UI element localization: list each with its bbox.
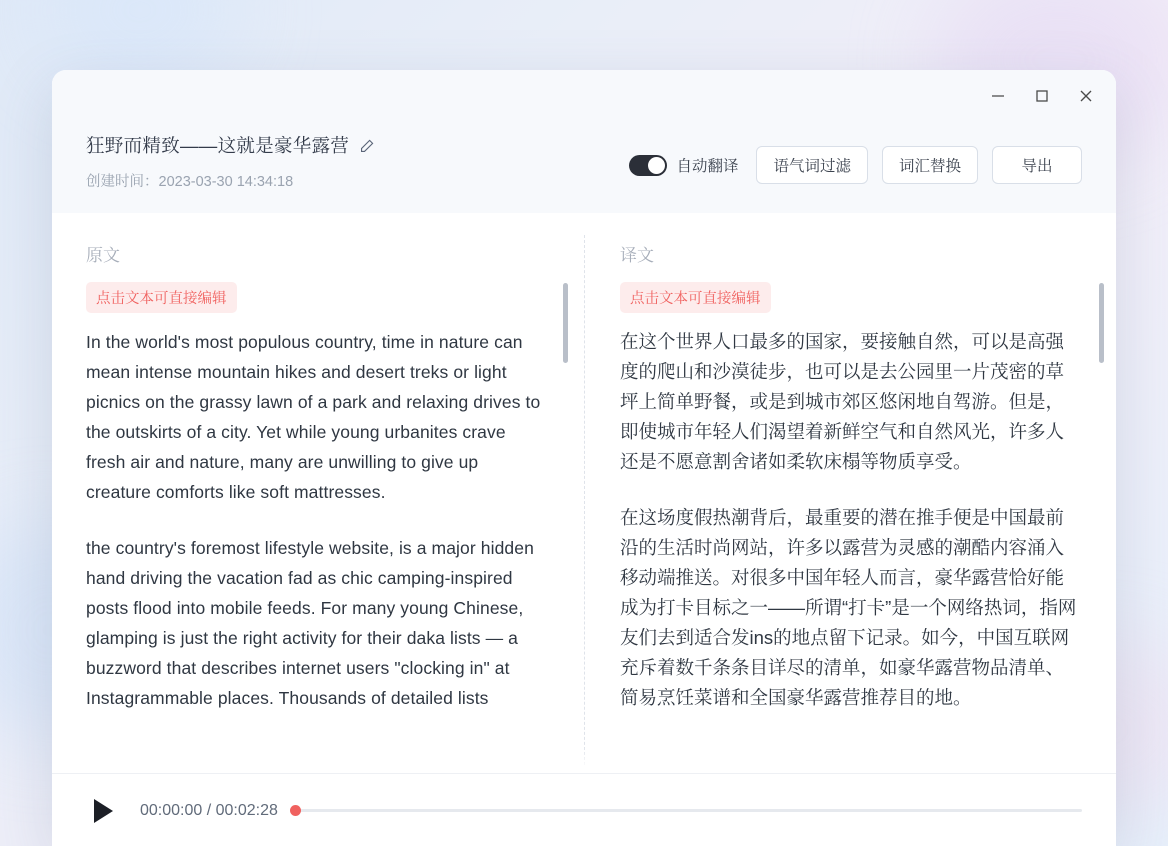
audio-player — [52, 773, 1116, 846]
close-icon[interactable] — [1064, 78, 1108, 114]
export-button[interactable]: 导出 — [992, 146, 1082, 184]
auto-translate-toggle[interactable] — [629, 155, 667, 176]
target-edit-hint: 点击文本可直接编辑 — [620, 282, 771, 313]
title-bar — [52, 70, 1116, 122]
target-paragraph[interactable]: 在这个世界人口最多的国家，要接触自然，可以是高强度的爬山和沙漠徒步，也可以是去公园里一片茂密的草坪上简单野餐，或是到城市郊区悠闲地自驾游。但是，即使城市年轻人们渴望着新鲜空气和自然风光，许多人还是不愿意割舍诸如柔软床榻等物质享受。 — [620, 331, 1065, 472]
target-paragraph[interactable]: 在这场度假热潮背后，最重要的潜在推手便是中国最前沿的生活时尚网站，许多以露营为灵感的潮酷内容涌入移动端推送。对很多中国年轻人而言，豪华露营恰好能成为打卡目标之一——所谓“打卡”是一个网络热词，指网友们去到适合发ins的地点留下记录。如今，中国互联网充斥着数千条条目详尽的清单，如豪华露营物品清单、简易烹饪菜谱和全国豪华露营推荐目的地。 — [620, 507, 1077, 708]
source-fade — [52, 747, 584, 773]
minimize-icon[interactable] — [976, 78, 1020, 114]
title-block — [86, 126, 376, 191]
created-time-label: 创建时间：2023-03-30 14:34:18 — [86, 174, 294, 190]
target-fade — [584, 747, 1116, 773]
header-toolbar — [629, 126, 1082, 184]
maximize-icon[interactable] — [1020, 78, 1064, 114]
edit-pencil-icon[interactable] — [359, 137, 376, 154]
page-title: 狂野而精致——这就是豪华露营 — [86, 135, 350, 156]
word-replace-button[interactable]: 词汇替换 — [882, 146, 978, 184]
transcript-content — [52, 213, 1116, 773]
target-pane[interactable] — [584, 213, 1116, 773]
app-window — [52, 70, 1116, 846]
playback-time: 00:00:00 / 00:02:28 — [140, 801, 278, 819]
source-scrollbar[interactable] — [563, 283, 568, 363]
source-pane-label: 原文 — [86, 246, 120, 265]
source-pane[interactable] — [52, 213, 584, 773]
toggle-knob — [648, 157, 665, 174]
auto-translate-label: 自动翻译 — [676, 158, 739, 175]
target-pane-label: 译文 — [620, 246, 654, 265]
target-scrollbar[interactable] — [1099, 283, 1104, 363]
filler-word-filter-button[interactable]: 语气词过滤 — [756, 146, 868, 184]
play-icon[interactable] — [86, 794, 120, 828]
source-paragraph[interactable]: the country's foremost lifestyle website, is a major hidden hand driving the vacation fad as chic camping-inspired posts flood into mobile feeds. For many young Chinese, glamping is just the right activity for their daka lists — a buzzword that describes internet users "clocking in" at Instagrammable places. Thousands of detailed lists — [86, 538, 534, 708]
source-edit-hint: 点击文本可直接编辑 — [86, 282, 237, 313]
document-title-row — [86, 132, 376, 158]
source-paragraph[interactable]: In the world's most populous country, time in nature can mean intense mountain hikes and desert treks or light picnics on the grassy lawn of a park and relaxing drives to the outskirts of a city. Yet while young urbanites crave fresh air and nature, many are unwilling to give up creature comforts like soft mattresses. — [86, 332, 541, 502]
playback-track[interactable] — [296, 809, 1082, 812]
document-header — [52, 122, 1116, 213]
playhead-marker[interactable] — [290, 805, 301, 816]
auto-translate-toggle-group[interactable] — [629, 154, 738, 176]
